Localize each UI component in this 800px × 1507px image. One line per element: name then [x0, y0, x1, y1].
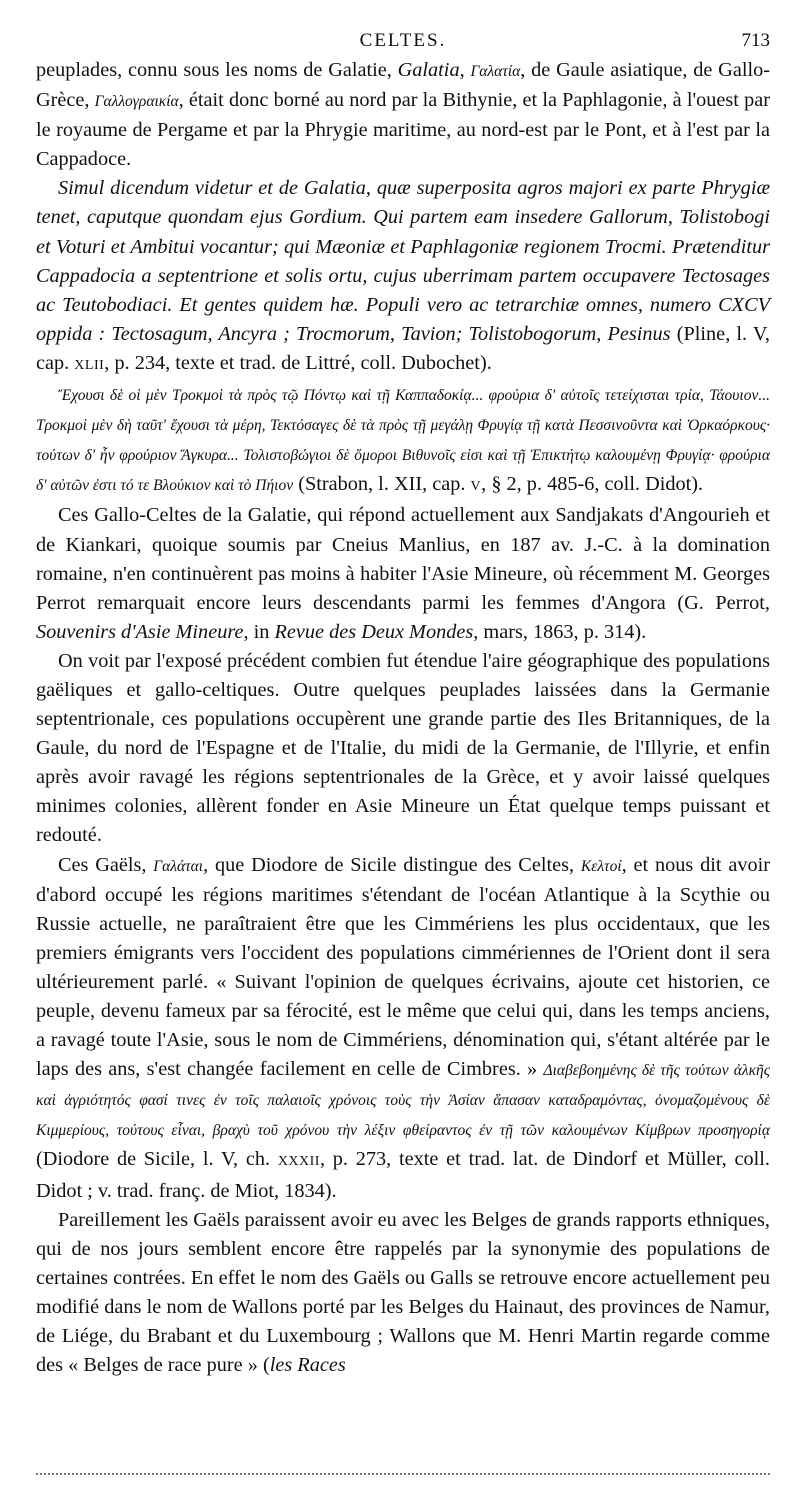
greek-text: Γαλατία	[470, 63, 521, 80]
running-title: CELTES.	[359, 30, 447, 51]
chapter-numeral: V	[470, 479, 482, 495]
citation-text: (Strabon, l. XII, cap.	[293, 473, 471, 496]
paragraph-pliny-quote	[36, 174, 770, 380]
text-run: ,	[459, 59, 471, 81]
chapter-numeral: XXXII	[277, 1154, 320, 1170]
citation-text: , p. 273, texte et trad. lat. de Dindorf et Müller, coll. Didot ; v. trad. franç. de Miot, 1834).	[36, 1148, 770, 1202]
text-run: , que Diodore de Sicile distingue des Celtes,	[203, 853, 581, 876]
latin-quote: Simul dicendum videtur et de Galatia, quæ superposita agros majori ex parte Phrygiæ tenet, caputque quondam ejus Gordium. Qui partem eam insedere Gallorum, Tolistobogi et Voturi et Ambitui vocantur; qui Mæoniæ et Paphlagoniæ regionem Trocmi. Prætenditur Cappadocia a septentrione et solis ortu, cujus uberrimam partem occupavere Tectosages ac Teutobodiaci. Et gentes quidem hæ. Populi vero ac tetrarchiæ omnes, numero CXCV oppida : Tectosagum, Ancyra ; Trocmorum, Tavion; Tolistobogorum, Pesinus	[36, 177, 770, 345]
italic-text: Souvenirs d'Asie Mineure	[36, 620, 244, 643]
citation-text: , § 2, p. 485-6, coll. Didot).	[481, 473, 704, 496]
italic-text: Galatia	[397, 59, 460, 81]
greek-text: Γαλλογραικία	[94, 93, 179, 111]
page-number: 713	[741, 30, 770, 51]
paragraph-strabo-quote	[36, 380, 770, 501]
text-run: , était donc borné au nord par la Bithynie, et la Paphlagonie, à l'ouest par le royaume de Pergame et par la Phrygie maritime, au nord-est par le Pont, et à l'est par la Cappadoce.	[36, 89, 770, 171]
text-run: , mars, 1863, p. 314).	[473, 620, 647, 643]
greek-quote: Διαβεβοημένης δὲ τῆς τούτων ἀλκῆς καὶ ἀγριότητός φασί τινες ἐν τοῖς παλαιοῖς χρόνοις τοὺς τὴν Ἀσίαν ἅπασαν καταδραμόντας, ὀνομαζομένους δὲ Κιμμερίους, τούτους εἶναι, βραχὺ τοῦ χρόνου τὴν λέξιν φθείραντος ἐν τῇ τῶν καλουμένων Κίμβρων προσηγορίᾳ	[36, 1062, 770, 1140]
text-run: Pareillement les Gaëls paraissent avoir eu avec les Belges de grands rapports ethniques, qui de nos jours semblent encore être rappelés par la synonymie des populations de certaines contrées. En effet le nom des Gaëls ou Galls se retrouve encore actuellement peu modifié dans le nom de Wallons porté par les Belges du Hainaut, des provinces de Namur, de Liége, du Brabant et du Luxembourg ; Wallons que M. Henri Martin regarde comme des « Belges de race pure » (	[36, 1208, 770, 1377]
paragraph-galatie-borders	[36, 56, 770, 174]
body-text	[36, 56, 770, 1380]
text-run: On voit par l'exposé précédent combien fut étendue l'aire géographique des populations gaëliques et gallo-celtiques. Outre quelques peuplades laissées dans la Germanie septentrionale, ces populations occupèrent une grande partie des Iles Britanniques, de la Gaule, du nord de l'Espagne et de l'Italie, du midi de la Germanie, de l'Illyrie, et enfin après avoir ravagé les régions septentrionales de la Grèce, et y avoir laissé quelques minimes colonies, allèrent fonder en Asie Mineure un État quelque temps puissant et redouté.	[36, 649, 770, 847]
text-run: , de Gaule asiatique, de Gallo-Grèce,	[36, 59, 770, 112]
citation-text: (Pline, l. V, cap.	[36, 322, 770, 374]
citation-text: (Diodore de Sicile, l. V, ch.	[36, 1148, 278, 1171]
paragraph-geographic-extent	[36, 647, 770, 851]
paragraph-gaels-cimmerians	[36, 851, 770, 1206]
text-run: Ces Gaëls,	[58, 853, 154, 876]
text-run: , et nous dit avoir d'abord occupé les régions maritimes s'étendant de l'océan Atlantique à la Scythie ou Russie actuelle, ne paraîtraient être que les Cimmériens les plus occidentaux, que les premiers émigrants vers l'occident des populations cimmériennes de l'Orient dont il sera ultérieurement parlé. « Suivant l'opinion de quelques écrivains, ajoute cet historien, ce peuple, devenu fameux par sa férocité, est le même que celui qui, dans les temps anciens, a ravagé toute l'Asie, sous le nom de Cimmériens, dénomination qui, s'étant altérée par le laps des ans, s'est changée facilement en celle de Cimbres. »	[36, 853, 771, 1081]
footnote-divider	[36, 1473, 770, 1475]
greek-text: Κελτοί	[580, 857, 622, 875]
greek-quote: Ἔχουσι δὲ οἱ μὲν Τροκμοὶ τὰ πρὸς τῷ Πόντῳ καὶ τῇ Καππαδοκίᾳ... φρούρια δ' αὐτοῖς τετείχισται τρία, Τάουιον... Τροκμοὶ μὲν δὴ ταῦτ' ἔχουσι τὰ μέρη, Τεκτόσαγες δὲ τὰ πρὸς τῇ μεγάλῃ Φρυγίᾳ τῇ κατὰ Πεσσινοῦντα καὶ Ὀρκαόρκους· τούτων δ' ἦν φρούριον Ἄγκυρα... Τολιστοβώγιοι δὲ ὅμοροι Βιθυνοῖς εἰσι καὶ τῇ Ἐπικτήτῳ καλουμένῃ Φρυγίᾳ· φρούρια δ' αὐτῶν ἐστι τό τε Βλούκιον καὶ τὸ Πήιον	[36, 387, 770, 495]
italic-text: les Races	[269, 1354, 346, 1377]
citation-text: , p. 234, texte et trad. de Littré, coll. Dubochet).	[104, 351, 492, 374]
page-header	[36, 22, 770, 56]
text-run: , in	[243, 620, 275, 643]
text-run: peuplades, connu sous les noms de Galatie,	[36, 59, 398, 81]
paragraph-gallo-celtes	[36, 501, 770, 646]
greek-text: Γαλάται	[153, 857, 204, 875]
paragraph-gaels-belges	[36, 1206, 770, 1381]
chapter-numeral: XLII	[74, 357, 105, 373]
italic-text: Revue des Deux Mondes	[274, 620, 474, 643]
text-run: Ces Gallo-Celtes de la Galatie, qui répond actuellement aux Sandjakats d'Angourieh et de Kiankari, quoique soumis par Cneius Manlius, en 187 av. J.-C. à la domination romaine, n'en continuèrent pas moins à habiter l'Asie Mineure, où récemment M. Georges Perrot remarquait encore leurs descendants parmi les femmes d'Angora (G. Perrot,	[36, 504, 770, 614]
